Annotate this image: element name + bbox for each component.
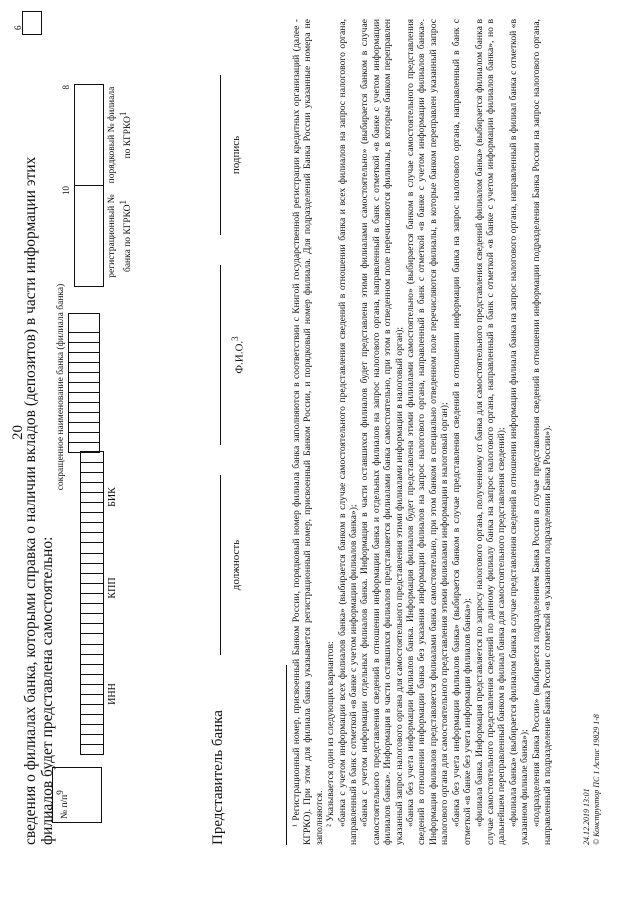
footnote-rule (286, 665, 287, 845)
footnote-variant-4: «банка без учета информации филиалов банка» (выбирается банком в случае представления сведений в отношении информации банка на запрос налогового органа, направленный в банк с отметкой «в банке без учета информации филиалов банка»); (450, 19, 474, 845)
kpp-field[interactable] (80, 542, 118, 634)
footnote-variant-5: «филиала банка. Информация представляется по запросу налогового органа, полученному от банка для самостоятельного представления сведений филиалом банка» (выбирается филиалом банка в случае самостоятельного представления сведений по данному филиалу банка на запрос налогового органа, направленный в банк с отметкой «в банке с учетом информации филиалов банка», но в дальнейшем переправленный банком в филиал банка для самостоятельного представления сведений); (473, 19, 508, 845)
row-number-cell (52, 767, 102, 823)
signature-block (190, 25, 250, 845)
col-number-10: 10 (61, 186, 71, 195)
footnote-variant-1: «банка с учетом информации всех филиалов банка» (выбирается банком в случае самостоятельного представления сведений в отношении банка и всех филиалов на запрос налогового органа, направленный в банк с отметкой «в банке с учетом информации филиалов банка»); (336, 19, 360, 845)
signature-label: подпись (230, 135, 242, 175)
footnote-1: ¹ Регистрационный номер, присвоенный Банком России, порядковый номер филиала банка заполняются в соответствии с Книгой государственной регистрации кредитных организаций (далее - КГРКО). При этом для филиала банка указывается регистрационный номер, присвоенный Банком России, и порядковый номер филиала. Для подразделений Банка России указанные номера не заполняются. (291, 19, 325, 845)
box-number: 6 (13, 25, 23, 30)
branch-number-label: порядковый № филиала по КГРКО1 (107, 86, 134, 184)
footnote-variant-3: «банка без учета информации филиалов банка. Информация филиалов будет представлена этими филиалами самостоятельно» (выбирается банком в случае самостоятельного представления сведений в отношении информации банка без указания информации филиалов на запрос налогового органа, направленный в банк с отметкой «в банке с учетом информации филиалов банка». Информация филиалов представляется филиалами банка самостоятельно, при этом банком в специально отведенном поле перечисляются филиалы, в которые банком переправлен указанный запрос налогового органа для самостоятельного представления этими филиалами информации в налоговый орган); (405, 19, 451, 845)
footnote-variant-2: «банка с учетом информации отдельных филиалов банка. Информация в части оставшихся филиалов будет представлена этими филиалами самостоятельно» (выбирается банком в случае самостоятельного представления сведений в отношении информации банка и отдельных филиалов на запрос налогового органа, направленный в банк с отметкой «в банке с учетом информации филиалов банка». Информация в части оставшихся филиалов представляется филиалами банка самостоятельно, при этом в отведенном поле перечисляются филиалы, в которые банком переправлен указанный запрос налогового органа для самостоятельного представления этими филиалами информации в налоговый орган); (359, 19, 405, 845)
footnotes (286, 19, 553, 845)
fio-label: Ф.И.О.$^3$ (230, 336, 246, 374)
bank-name-field[interactable] (68, 313, 100, 453)
reg-number-field[interactable] (61, 185, 134, 287)
bik-label: БИК (107, 487, 118, 507)
page-number: 20 (10, 425, 26, 440)
row-number-footnote: 9 (55, 790, 65, 795)
fio-line[interactable] (220, 265, 221, 445)
section-heading (22, 35, 56, 845)
inn-label: ИНН (107, 683, 118, 705)
position-label: должность (230, 539, 242, 591)
footnote-2: ² Указывается один из следующих вариантов: (325, 641, 337, 827)
bank-name-cell (56, 283, 100, 491)
branch-number-field[interactable] (61, 84, 134, 186)
inn-field[interactable] (80, 633, 118, 755)
document-meta (582, 714, 602, 845)
footnote-variant-7: «подразделения Банка России» (выбирается подразделением Банка России в случае представления сведений в отношении информации подразделения Банка России на запрос налогового органа, направленный в подразделение Банка России с отметкой «в указанном подразделении Банка России»). (530, 19, 553, 845)
kpp-label: КПП (107, 577, 118, 599)
position-line[interactable] (220, 475, 221, 655)
heading-box (13, 11, 42, 35)
heading-line-2: филиалов будет представлена самостоятельно: (39, 536, 56, 845)
bank-name-label: сокращенное наименование банка (филиала банка) (56, 283, 66, 491)
representative-label: Представитель банка (210, 710, 226, 845)
meta-system: © Конструктор ПС 1 Аспис 19829 1-8 (592, 714, 601, 845)
registration-cells (61, 85, 134, 287)
reg-number-label: регистрационный № банка по КГРКО1 (107, 194, 134, 278)
row-number-label: № п/п (60, 794, 71, 819)
col-number-8: 8 (61, 85, 71, 90)
bik-field[interactable] (80, 451, 118, 543)
signature-line[interactable] (220, 75, 221, 235)
id-fields-row (80, 452, 118, 755)
meta-date: 24.12.2019 13:01 (582, 788, 591, 845)
footnote-variant-6: «филиала банка» (выбирается филиалом банка в случае представления сведений в отношении информации филиала банка на запрос налогового органа, направленный в филиал банка с отметкой «в указанном филиале банка»); (507, 19, 531, 845)
form-content (13, 19, 622, 845)
heading-line-1: сведения о филиалах банка, которыми справка о наличии вкладов (депозитов) в части информации этих (22, 156, 39, 845)
